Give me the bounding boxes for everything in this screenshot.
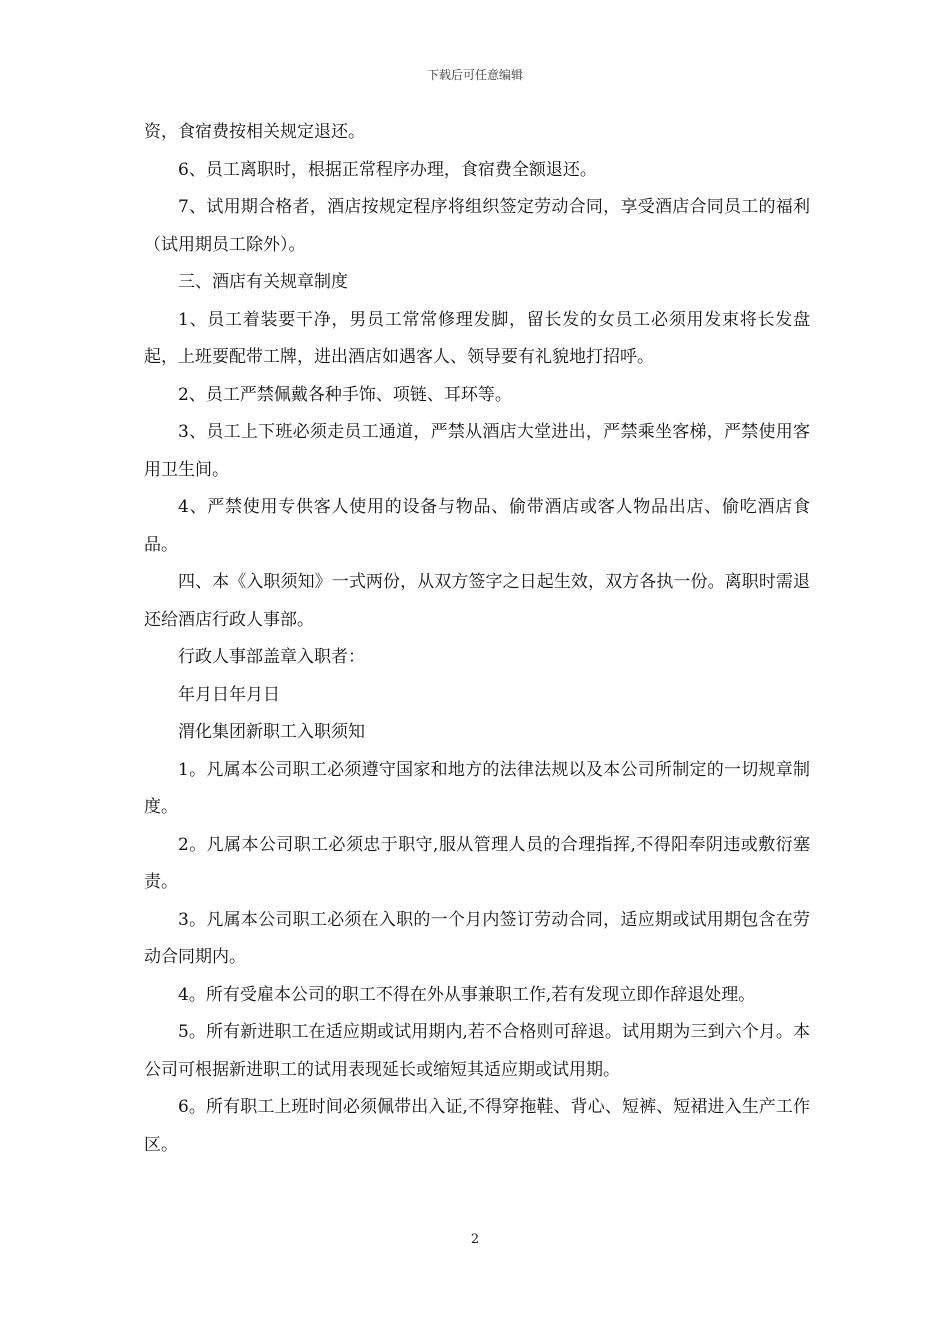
section-heading: 三、酒店有关规章制度 bbox=[178, 272, 348, 292]
page-number: 2 bbox=[470, 1232, 480, 1247]
paragraph: 5。所有新进职工在适应期或试用期内,若不合格则可辞退。试用期为三到六个月。本公司可根据新进职工的试用表现延长或缩短其适应期或试用期。 bbox=[144, 1022, 810, 1080]
paragraph: 3。凡属本公司职工必须在入职的一个月内签订劳动合同，适应期或试用期包含在劳动合同期内。 bbox=[144, 909, 810, 967]
section-heading: 四、本《入职须知》一式两份，从双方签字之日起生效，双方各执一份。离职时需退还给酒店行政人事部。 bbox=[144, 572, 810, 630]
paragraph: 资，食宿费按相关规定退还。 bbox=[144, 122, 365, 142]
paragraph: 2。凡属本公司职工必须忠于职守,服从管理人员的合理指挥,不得阳奉阴违或敷衍塞责。 bbox=[144, 834, 810, 892]
paragraph: 4、严禁使用专供客人使用的设备与物品、偷带酒店或客人物品出店、偷吃酒店食品。 bbox=[144, 497, 810, 555]
paragraph: 6。所有职工上班时间必须佩带出入证,不得穿拖鞋、背心、短裤、短裙进入生产工作区。 bbox=[144, 1097, 810, 1155]
document-body bbox=[144, 114, 810, 1164]
document-title: 渭化集团新职工入职须知 bbox=[178, 722, 365, 742]
page-header: 下载后可任意编辑 bbox=[426, 68, 523, 82]
paragraph: 6、员工离职时，根据正常程序办理，食宿费全额退还。 bbox=[178, 159, 597, 180]
paragraph: 7、试用期合格者，酒店按规定程序将组织签定劳动合同，享受酒店合同员工的福利（试用期员工除外）。 bbox=[144, 197, 810, 255]
paragraph: 1。凡属本公司职工必须遵守国家和地方的法律法规以及本公司所制定的一切规章制度。 bbox=[144, 759, 810, 817]
paragraph: 4。所有受雇本公司的职工不得在外从事兼职工作,若有发现立即作辞退处理。 bbox=[178, 984, 756, 1005]
paragraph: 3、员工上下班必须走员工通道，严禁从酒店大堂进出，严禁乘坐客梯，严禁使用客用卫生间。 bbox=[144, 422, 810, 480]
date-line: 年月日年月日 bbox=[178, 684, 280, 705]
paragraph: 1、员工着装要干净，男员工常常修理发脚，留长发的女员工必须用发束将长发盘起，上班要配带工牌，进出酒店如遇客人、领导要有礼貌地打招呼。 bbox=[144, 309, 810, 367]
paragraph: 2、员工严禁佩戴各种手饰、项链、耳环等。 bbox=[178, 384, 512, 405]
signature-line: 行政人事部盖章入职者： bbox=[178, 647, 365, 667]
